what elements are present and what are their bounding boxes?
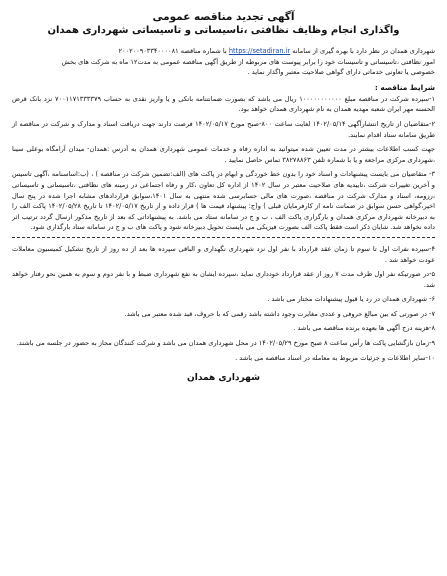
conditions-list bbox=[12, 94, 435, 233]
condition-item: ۶- شهرداری همدان در رد یا قبول پیشنهادات مختار می باشد . bbox=[267, 295, 435, 304]
condition-item: ۳- متقاضیان می بایست پیشنهادات و اسناد خود را بدون خط خوردگی و ابهام در پاکت های (الف:تضمین شرکت در مناقصه ) ، (ب:اساسنامه ،آگهی تاسیس و آخرین تغییرات شرکت ،تاییدیه های صلاحیت معتبر در سال ۱۴۰۲ از اداره کل تعاون ،کار و رفاه اجتماعی در زمینه های نظافتی ،تاسیساتی و تاسیساتی ،رزومه، اسناد و مدارک شرکت در مناقصه ،صورت های مالی حسابرسی شده منتهی به سال ۱۴۰۱،سوابق قراردادهای مشابه اجرا شده در پنج سال اخیر،گواهی حسن سوابق در ضمانت نامه از کارفرمایان قبلی ) و(ج: پیشنهاد قیمت ها ) قرار داده و از تاریخ ۱۴۰۲/۰۵/۱۷ تا تاریخ ۱۴۰۲/۰۵/۲۸ پاکت الف را به دبیرخانه شهرداری مرکزی همدان و بارگزاری پاکت الف ، ب و ج در سامانه ستاد می باشد. به پیشنهاداتی که بعد از تاریخ مذکور ارسال گردد ترتیب اثر داده نخواهد شد. شایان ذکر است فقط پاکت الف بصورت فیزیکی می بایست تحویل دبیرخانه شود و پاکت های ب و ج در سامانه ستاد بارگذاری شود. bbox=[12, 170, 435, 232]
conditions-heading: شرایط مناقصه : bbox=[374, 82, 435, 92]
signature: شهرداری همدان bbox=[187, 373, 260, 384]
condition-item: ۷- در صورتی که بین مبالغ حروفی و عددی مغایرت وجود داشته باشد رقمی که با حروف، قید شده معتبر می باشد. bbox=[124, 309, 435, 318]
intro-line-2: امور نظافتی ،تاسیساتی و تاسیسات خود را برابر پیوست های مربوطه از طریق آگهی مناقصه عمومی به مدت۱۲ ماه به شرکت های بخش bbox=[61, 57, 435, 66]
intro-line-1-end: با شماره مناقصه ۲۰۰۲۰۰۹۰۳۳۴۰۰۰۰۸۱ bbox=[118, 47, 227, 55]
condition-item: ۲-متقاضیان از تاریخ انتشارآگهی ۱۴۰۲/۰۵/۱۴ لغایت ساعت ۸۰۰-صبح مورخ ۱۴۰۲/۰۵/۱۷ فرصت دارند جهت دریافت اسناد و مدارک و شرکت در مناقصه از طریق سامانه ستاد اقدام نمایند. bbox=[12, 119, 435, 139]
notice-subtitle: واگذاری انجام وظایف نظافتی ،تاسیساتی و تاسیساتی شهرداری همدان bbox=[47, 25, 400, 36]
notice-title: آگهی تجدید مناقصه عمومی bbox=[152, 11, 295, 23]
condition-item: جهت کسب اطلاعات بیشتر در مدت تعیین شده میتوانید به اداره رفاه و خدمات عمومی شهرداری همدان به آدرس :همدان- میدان آرامگاه بوعلی سینا ،شهرداری مرکزی مراجعه و یا با شماره تلفن ۳۸۲۷۸۸۶۳ تماس حاصل نمایید . bbox=[12, 145, 435, 164]
divider bbox=[12, 237, 435, 238]
condition-item: ۸-هزینه درج آگهی ها بعهده برنده مناقصه می باشد . bbox=[293, 324, 435, 333]
condition-item: ۵-در صورتیکه نفر اول ظرف مدت ۷ روز از عقد قرارداد خودداری نماید ،سپرده ایشان به نفع شهرداری ضبط و با نفر دوم و سوم به همین نحو رفتار خواهد شد. bbox=[12, 270, 436, 289]
condition-item: ۱۰-سایر اطلاعات و جزئیات مربوط به معامله در اسناد مناقصه می باشد . bbox=[235, 353, 435, 362]
condition-item: ۹-زمان بازگشایی پاکت ها رأس ساعت ۸ صبح مورخ ۱۴۰۲/۰۵/۲۹ در محل شهرداری همدان می باشد و شرکت کنندگان مجاز به حضور در جلسه می باشند. bbox=[16, 339, 435, 348]
intro-paragraph bbox=[12, 46, 435, 78]
intro-line-3: خصوصی یا تعاونی خدماتی دارای گواهی صلاحیت معتبر واگذار نماید . bbox=[247, 68, 435, 77]
condition-item: ۱-سپرده شرکت در مناقصه مبلغ ۱۰۰۰۰۰۰۰۰۰۰۰ ریال می باشد که بصورت ضمانتنامه بانکی و یا واریز نقدی به حساب ۷۰۰۱۱۷۱۳۳۳۳۷۹ نزد بانک قرض الحسنه مهر ایران شعبه مهدیه همدان به نام شهرداری همدان خواهد بود. bbox=[12, 94, 436, 114]
intro-line-1 bbox=[12, 46, 435, 57]
conditions-list-2 bbox=[12, 244, 435, 363]
setadiran-link[interactable]: https://setadiran.ir bbox=[228, 47, 291, 55]
intro-line-1-start: شهرداری همدان در نظر دارد با بهره گیری از سامانه bbox=[292, 47, 435, 55]
condition-item: ۴-سپرده نفرات اول تا سوم تا زمان عقد قرارداد با نفر اول نزد شهرداری نگهداری و الباقی سپرده ها بعد از ده روز از تاریخ تشکیل کمیسیون معاملات عودت خواهد شد . bbox=[12, 244, 435, 264]
